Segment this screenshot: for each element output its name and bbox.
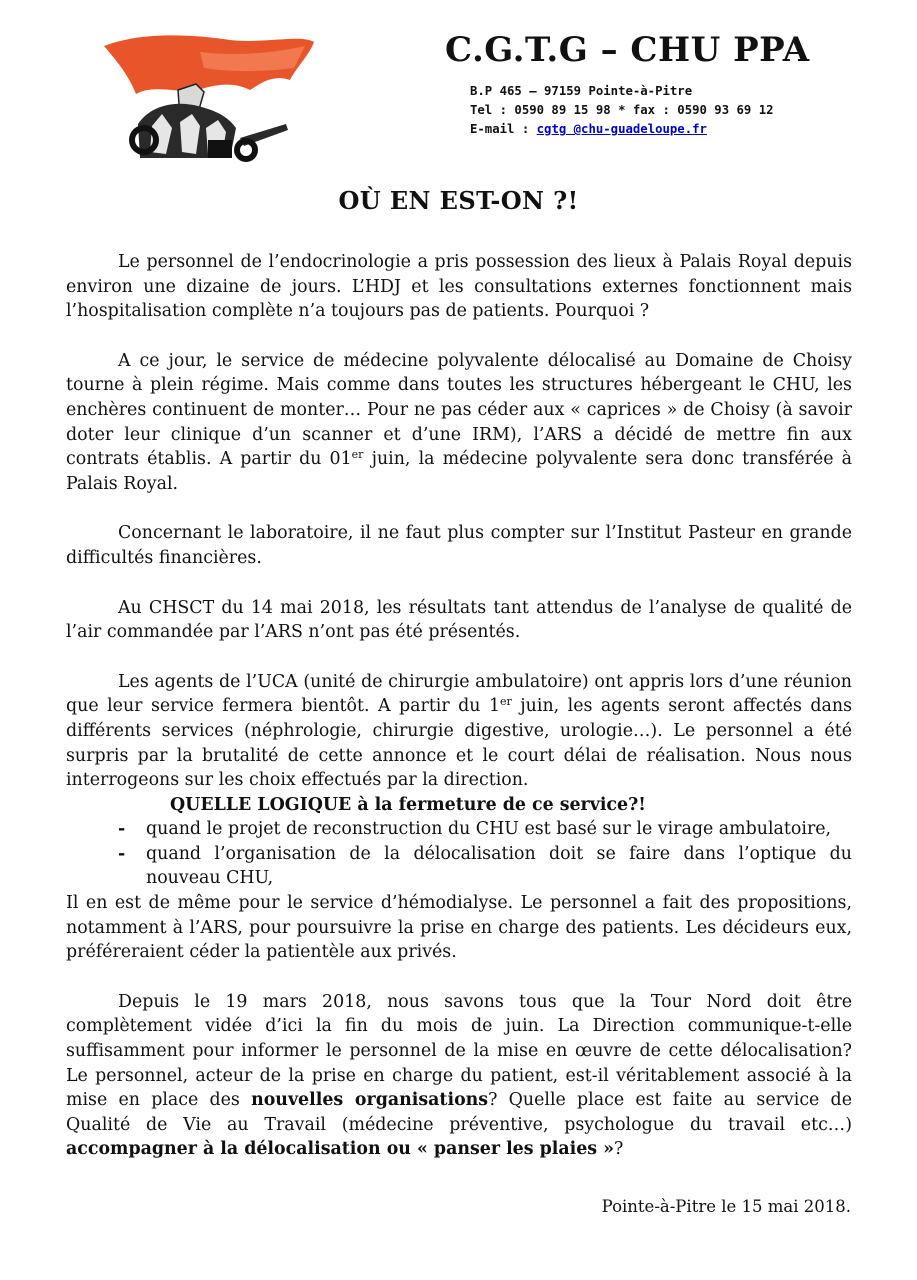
paragraph-chsct: Au CHSCT du 14 mai 2018, les résultats tant attendus de l’analyse de qualité de l’air commandée par l’ARS n’ont pas été présentés. [66, 597, 852, 643]
email-line [470, 120, 774, 139]
place-date-signature: Pointe-à-Pitre le 15 mai 2018. [601, 1197, 851, 1216]
bullet-marker: - [118, 843, 126, 864]
cgtg-logo [100, 28, 318, 164]
text-run: juin, les agents seront affectés dans différents services (néphrologie, chirurgie digestive, urologie…). Le personnel a été surpris par la brutalité de cette annonce et le court délai de réalisation. Nous nous interrogeons sur les choix effectués par la direction. [66, 696, 852, 791]
paragraph-endocrinology: Le personnel de l’endocrinologie a pris possession des lieux à Palais Royal depuis environ une dizaine de jours. L’HDJ et les consultations externes fonctionnent mais l’hospitalisation complète n’a toujours pas de patients. Pourquoi ? [66, 252, 852, 322]
text-run: A ce jour, le service de médecine polyvalente délocalisé au Domaine de Choisy tourne à plein régime. Mais comme dans toutes les structures hébergeant le CHU, les enchères continuent de monter… Pour ne pas céder aux « caprices » de Choisy (à savoir doter leur clinique d’un scanner et d’une IRM), l’ARS a décidé de mettre fin aux contrats établis. A partir du 01 [66, 350, 852, 470]
list-item-text: quand le projet de reconstruction du CHU est basé sur le virage ambulatoire, [146, 819, 832, 840]
superscript: er [351, 448, 364, 462]
list-item [66, 842, 852, 891]
paragraph-tour-nord [66, 990, 852, 1162]
bullet-list [66, 817, 852, 891]
bold-run: accompagner à la délocalisation ou « panser les plaies » [66, 1139, 615, 1160]
text-run: juin, la médecine polyvalente sera donc transférée à Palais Royal. [66, 449, 852, 494]
text-run: ? [614, 1139, 624, 1160]
organization-title: C.G.T.G – CHU PPA [445, 30, 810, 70]
organization-contact [470, 82, 774, 139]
address: B.P 465 – 97159 Pointe-à-Pitre [470, 84, 693, 98]
superscript: er [500, 695, 512, 709]
paragraph-uca [66, 670, 852, 793]
paragraph-polyvalent-medicine [66, 349, 852, 497]
text-run: Les agents de l’UCA (unité de chirurgie ambulatoire) ont appris lors d’une réunion que leur service fermera bientôt. A partir du 1 [66, 671, 852, 717]
email-label: E-mail : [470, 122, 537, 136]
bold-run: nouvelles organisations [251, 1090, 489, 1111]
question-heading: QUELLE LOGIQUE à la fermeture de ce service?! [170, 794, 646, 815]
list-item-text: quand l’organisation de la délocalisation doit se faire dans l’optique du nouveau CHU, [146, 843, 852, 889]
bullet-marker: - [118, 819, 126, 840]
list-item [66, 817, 852, 842]
text-run: ? Quelle place est faite au service de Qualité de Vie au Travail (médecine préventive, psychologue du travail etc…) [66, 1090, 852, 1135]
email-link[interactable]: cgtg @chu-guadeloupe.fr [536, 122, 707, 136]
document-title: OÙ EN EST-ON ?! [338, 186, 579, 215]
paragraph-hemodialysis: Il en est de même pour le service d’hémodialyse. Le personnel a fait des propositions, notamment à l’ARS, pour poursuivre la prise en charge des patients. Les décideurs eux, préféreraient céder la patientèle aux privés. [66, 893, 852, 963]
phone-fax: Tel : 0590 89 15 98 * fax : 0590 93 69 12 [470, 103, 774, 117]
document-body [66, 250, 852, 1162]
text-run: Depuis le 19 mars 2018, nous savons tous que la Tour Nord doit être complètement vidée d’ici la fin du mois de juin. La Direction communique-t-elle suffisamment pour informer le personnel de la mise en œuvre de cette délocalisation? Le personnel, acteur de la prise en charge du patient, est-il véritablement associé à la mise en place des [66, 991, 852, 1111]
paragraph-laboratory: Concernant le laboratoire, il ne faut plus compter sur l’Institut Pasteur en grande difficultés financières. [66, 523, 852, 568]
